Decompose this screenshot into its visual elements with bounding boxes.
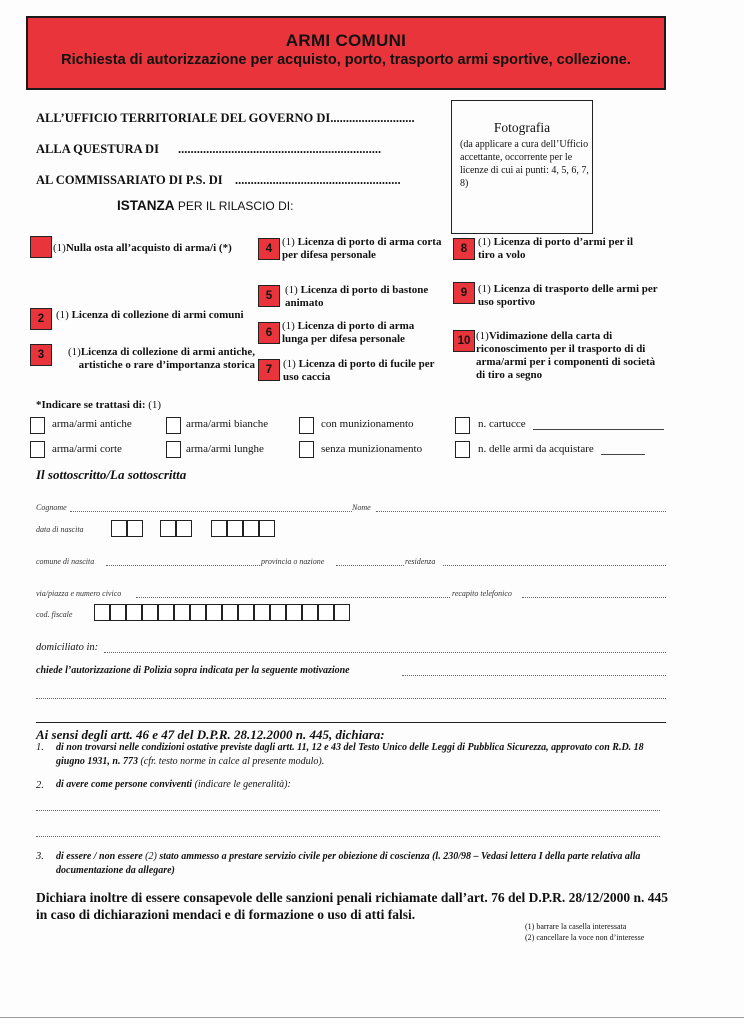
cartucce-field[interactable]: [533, 429, 664, 430]
photo-box: [451, 100, 593, 234]
cf-digit[interactable]: [254, 604, 270, 621]
motivazione-field-2[interactable]: [36, 698, 666, 699]
birth-day-digit-2[interactable]: [127, 520, 143, 537]
option-2-checkbox[interactable]: 2: [30, 308, 52, 330]
declaration-title: Ai sensi degli artt. 46 e 47 del D.P.R. 28.12.2000 n. 445, dichiara:: [36, 727, 385, 742]
option-10-label: (1)Vidimazione della carta di riconoscimento per il trasporto di di arma/armi per i componenti di società di tiro a segno: [476, 330, 656, 381]
birth-year-digit-1[interactable]: [211, 520, 227, 537]
provincia-label: provincia o nazione: [261, 557, 325, 566]
form-subtitle: Richiesta di autorizzazione per acquisto, porto, trasporto armi sportive, collezione.: [61, 52, 631, 68]
residenza-field[interactable]: [443, 565, 666, 566]
cognome-field[interactable]: [70, 511, 352, 512]
domiciliato-field[interactable]: [104, 652, 666, 653]
option-8-checkbox[interactable]: 8: [453, 238, 475, 260]
footnote-2: (2) cancellare la voce non d’interesse: [525, 933, 645, 942]
cf-digit[interactable]: [94, 604, 110, 621]
option-9-checkbox[interactable]: 9: [453, 282, 475, 304]
senza-munizionamento-label: senza munizionamento: [321, 443, 423, 455]
armi-acquistare-checkbox[interactable]: [455, 441, 470, 458]
footnotes: [525, 921, 644, 943]
item-3-number: 3.: [36, 851, 44, 862]
option-9-label: (1) Licenza di trasporto delle armi per uso sportivo: [478, 283, 658, 308]
cf-digit[interactable]: [334, 604, 350, 621]
nome-field[interactable]: [376, 511, 666, 512]
cf-digit[interactable]: [222, 604, 238, 621]
cartucce-label: n. cartucce: [478, 418, 526, 430]
cod-fiscale-label: cod. fiscale: [36, 610, 73, 619]
commissariato-field[interactable]: .....................................................: [235, 173, 401, 187]
item-1-number: 1.: [36, 742, 44, 753]
cf-digit[interactable]: [174, 604, 190, 621]
option-6-checkbox[interactable]: 6: [258, 322, 280, 344]
option-1-label: (1)Nulla osta all’acquisto di arma/i (*): [53, 242, 232, 254]
cf-digit[interactable]: [158, 604, 174, 621]
chiede-label: chiede l’autorizzazione di Polizia sopra indicata per la seguente motivazione: [36, 665, 350, 676]
con-munizionamento-checkbox[interactable]: [299, 417, 314, 434]
photo-title: Fotografia: [493, 120, 551, 135]
nome-label: Nome: [352, 503, 371, 512]
antiche-checkbox[interactable]: [30, 417, 45, 434]
item-2-number: 2.: [36, 780, 44, 791]
comune-nascita-label: comune di nascita: [36, 557, 95, 566]
cod-fiscale-field[interactable]: [94, 604, 350, 623]
corte-label: arma/armi corte: [52, 443, 122, 455]
option-5-checkbox[interactable]: 5: [258, 285, 280, 307]
option-1-checkbox[interactable]: [30, 236, 52, 258]
cf-digit[interactable]: [126, 604, 142, 621]
con-munizionamento-label: con munizionamento: [321, 418, 414, 430]
address-line-questura: ALLA QUESTURA DI: [36, 142, 159, 156]
birth-month-digit-1[interactable]: [160, 520, 176, 537]
armi-acquistare-field[interactable]: [601, 454, 645, 455]
birth-day-digit-1[interactable]: [111, 520, 127, 537]
residenza-label: residenza: [405, 557, 436, 566]
indicate-title: *Indicare se trattasi di: (1): [36, 399, 162, 411]
cognome-label: Cognome: [36, 503, 67, 512]
option-7-label: (1) Licenza di porto di fucile per uso caccia: [283, 358, 435, 383]
domiciliato-label: domiciliato in:: [36, 642, 99, 653]
corte-checkbox[interactable]: [30, 441, 45, 458]
photo-description: (da applicare a cura dell’Ufficio accettante, occorrente per le licenze di cui ai punti: 4, 5, 6, 7, 8): [460, 139, 589, 189]
cf-digit[interactable]: [238, 604, 254, 621]
address-line-ufficio[interactable]: ALL’UFFICIO TERRITORIALE DEL GOVERNO DI...........................: [36, 111, 415, 125]
option-3-checkbox[interactable]: 3: [30, 344, 52, 366]
data-nascita-label: data di nascita: [36, 525, 84, 534]
item-1-text: di non trovarsi nelle condizioni ostative previste dagli artt. 11, 12 e 43 del Testo Unico delle Leggi di Pubblica Sicurezza, approvato con R.D. 18 giugno 1931, n. 773 (cfr. testo norme in calce al presente modulo).: [56, 742, 644, 767]
option-10-checkbox[interactable]: 10: [453, 330, 475, 352]
cf-digit[interactable]: [142, 604, 158, 621]
birth-year-digit-3[interactable]: [243, 520, 259, 537]
item-3-text: di essere / non essere (2) stato ammesso a prestare servizio civile per obiezione di coscienza (l. 230/98 – Vedasi lettera I della parte relativa alla documentazione da allegare): [56, 851, 641, 876]
option-4-label: (1) Licenza di porto di arma corta per difesa personale: [282, 236, 442, 261]
option-8-label: (1) Licenza di porto d’armi per il tiro a volo: [478, 236, 634, 261]
recapito-label: recapito telefonico: [452, 589, 512, 598]
cf-digit[interactable]: [302, 604, 318, 621]
cf-digit[interactable]: [270, 604, 286, 621]
birth-year-digit-2[interactable]: [227, 520, 243, 537]
recapito-field[interactable]: [522, 597, 666, 598]
option-7-checkbox[interactable]: 7: [258, 359, 280, 381]
lunghe-checkbox[interactable]: [166, 441, 181, 458]
birth-month-digit-2[interactable]: [176, 520, 192, 537]
bianche-checkbox[interactable]: [166, 417, 181, 434]
form-title: ARMI COMUNI: [285, 31, 407, 50]
cf-digit[interactable]: [206, 604, 222, 621]
cf-digit[interactable]: [110, 604, 126, 621]
conviventi-field-2[interactable]: [36, 836, 660, 837]
undersigned-heading: Il sottoscritto/La sottoscritta: [36, 467, 187, 482]
birth-year-digit-4[interactable]: [259, 520, 275, 537]
comune-nascita-field[interactable]: [106, 565, 260, 566]
option-3-label: (1)Licenza di collezione di armi antiche, artistiche o rare d’importanza storica: [68, 346, 255, 371]
questura-field[interactable]: .................................................................: [178, 142, 382, 156]
bianche-label: arma/armi bianche: [186, 418, 269, 430]
footnote-1: (1) barrare la casella interessata: [525, 922, 627, 931]
option-4-checkbox[interactable]: 4: [258, 238, 280, 260]
cf-digit[interactable]: [190, 604, 206, 621]
cf-digit[interactable]: [286, 604, 302, 621]
senza-munizionamento-checkbox[interactable]: [299, 441, 314, 458]
option-2-label: (1) Licenza di collezione di armi comuni: [56, 309, 244, 321]
final-declaration: Dichiara inoltre di essere consapevole delle sanzioni penali richiamate dall’art. 76 del D.P.R. 28/12/2000 n. 445 in caso di dichiarazioni mendaci e di formazione o uso di atti falsi.: [36, 890, 668, 922]
address-line-commissariato: AL COMMISSARIATO DI P.S. DI: [36, 173, 223, 187]
armi-acquistare-label: n. delle armi da acquistare: [478, 443, 594, 455]
via-field[interactable]: [136, 597, 450, 598]
item-2-text: di avere come persone conviventi (indicare le generalità):: [56, 779, 291, 790]
conviventi-field-1[interactable]: [36, 810, 660, 811]
istanza-heading: ISTANZA PER IL RILASCIO DI:: [117, 198, 294, 213]
option-5-label: (1) Licenza di porto di bastone animato: [285, 284, 429, 309]
provincia-field[interactable]: [336, 565, 404, 566]
motivazione-field-1[interactable]: [402, 675, 666, 676]
page-bottom-edge: [0, 1017, 744, 1018]
cartucce-checkbox[interactable]: [455, 417, 470, 434]
lunghe-label: arma/armi lunghe: [186, 443, 264, 455]
via-label: via/piazza e numero civico: [36, 589, 122, 598]
form-header: [26, 16, 666, 90]
divider: [36, 722, 666, 723]
cf-digit[interactable]: [318, 604, 334, 621]
option-6-label: (1) Licenza di porto di arma lunga per difesa personale: [282, 320, 415, 345]
antiche-label: arma/armi antiche: [52, 418, 132, 430]
